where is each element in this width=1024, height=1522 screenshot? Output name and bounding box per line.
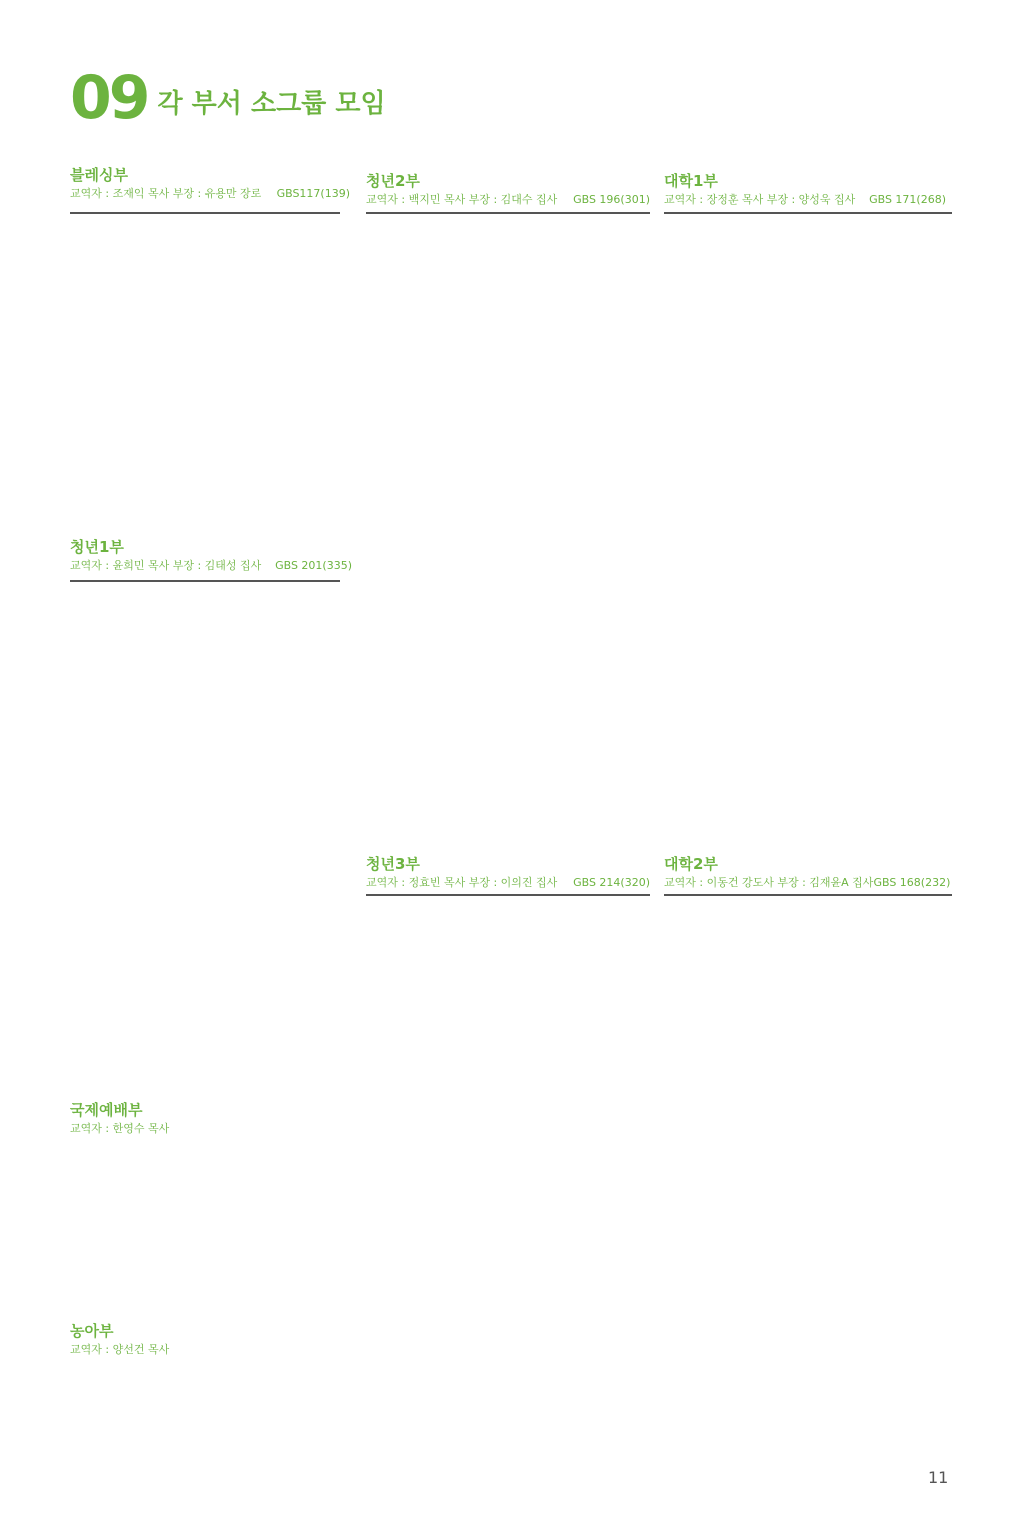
section-info: 교역자 : 백지민 목사 부장 : 김대수 집사 <box>366 193 558 206</box>
page-header <box>70 63 386 133</box>
univ1-table <box>664 212 952 214</box>
blessing-section <box>70 166 350 201</box>
youth3-section <box>366 855 650 890</box>
univ2-section <box>664 855 951 890</box>
youth3-table <box>366 894 650 896</box>
section-title: 블레싱부 <box>70 166 128 184</box>
youth1-table <box>70 580 340 582</box>
gbs-count: GBS 171(268) <box>869 193 946 206</box>
section-title: 농아부 <box>70 1322 114 1340</box>
section-info: 교역자 : 윤희민 목사 부장 : 김태성 집사 <box>70 559 262 572</box>
page-title: 각 부서 소그룹 모임 <box>157 89 386 119</box>
section-number: 09 <box>70 63 148 133</box>
univ2-table <box>664 894 952 896</box>
section-info: 교역자 : 한영수 목사 <box>70 1122 170 1135</box>
gbs-count: GBS 201(335) <box>275 559 352 572</box>
youth2-section <box>366 172 650 207</box>
gbs-count: GBS 168(232) <box>873 876 951 889</box>
youth2-table <box>366 212 650 214</box>
section-info: 교역자 : 장정훈 목사 부장 : 양성욱 집사 <box>664 193 856 206</box>
section-title: 국제예배부 <box>70 1101 143 1119</box>
gbs-count: GBS117(139) <box>276 187 350 200</box>
section-title: 청년3부 <box>366 855 420 873</box>
section-info: 교역자 : 이동건 강도사 부장 : 김재윤A 집사 <box>664 876 874 889</box>
deaf-section <box>70 1322 352 1357</box>
page-number: 11 <box>928 1468 949 1487</box>
section-title: 청년2부 <box>366 172 420 190</box>
intl-section <box>70 1101 352 1136</box>
gbs-count: GBS 214(320) <box>573 876 650 889</box>
section-title: 대학1부 <box>664 172 718 190</box>
section-title: 대학2부 <box>664 855 718 873</box>
section-info: 교역자 : 양선건 목사 <box>70 1343 170 1356</box>
section-info: 교역자 : 정효빈 목사 부장 : 이의진 집사 <box>366 876 558 889</box>
youth1-section <box>70 538 352 573</box>
univ1-section <box>664 172 946 207</box>
section-title: 청년1부 <box>70 538 124 556</box>
blessing-table <box>70 212 340 214</box>
section-info: 교역자 : 조재익 목사 부장 : 유용만 장로 <box>70 187 262 200</box>
gbs-count: GBS 196(301) <box>573 193 650 206</box>
